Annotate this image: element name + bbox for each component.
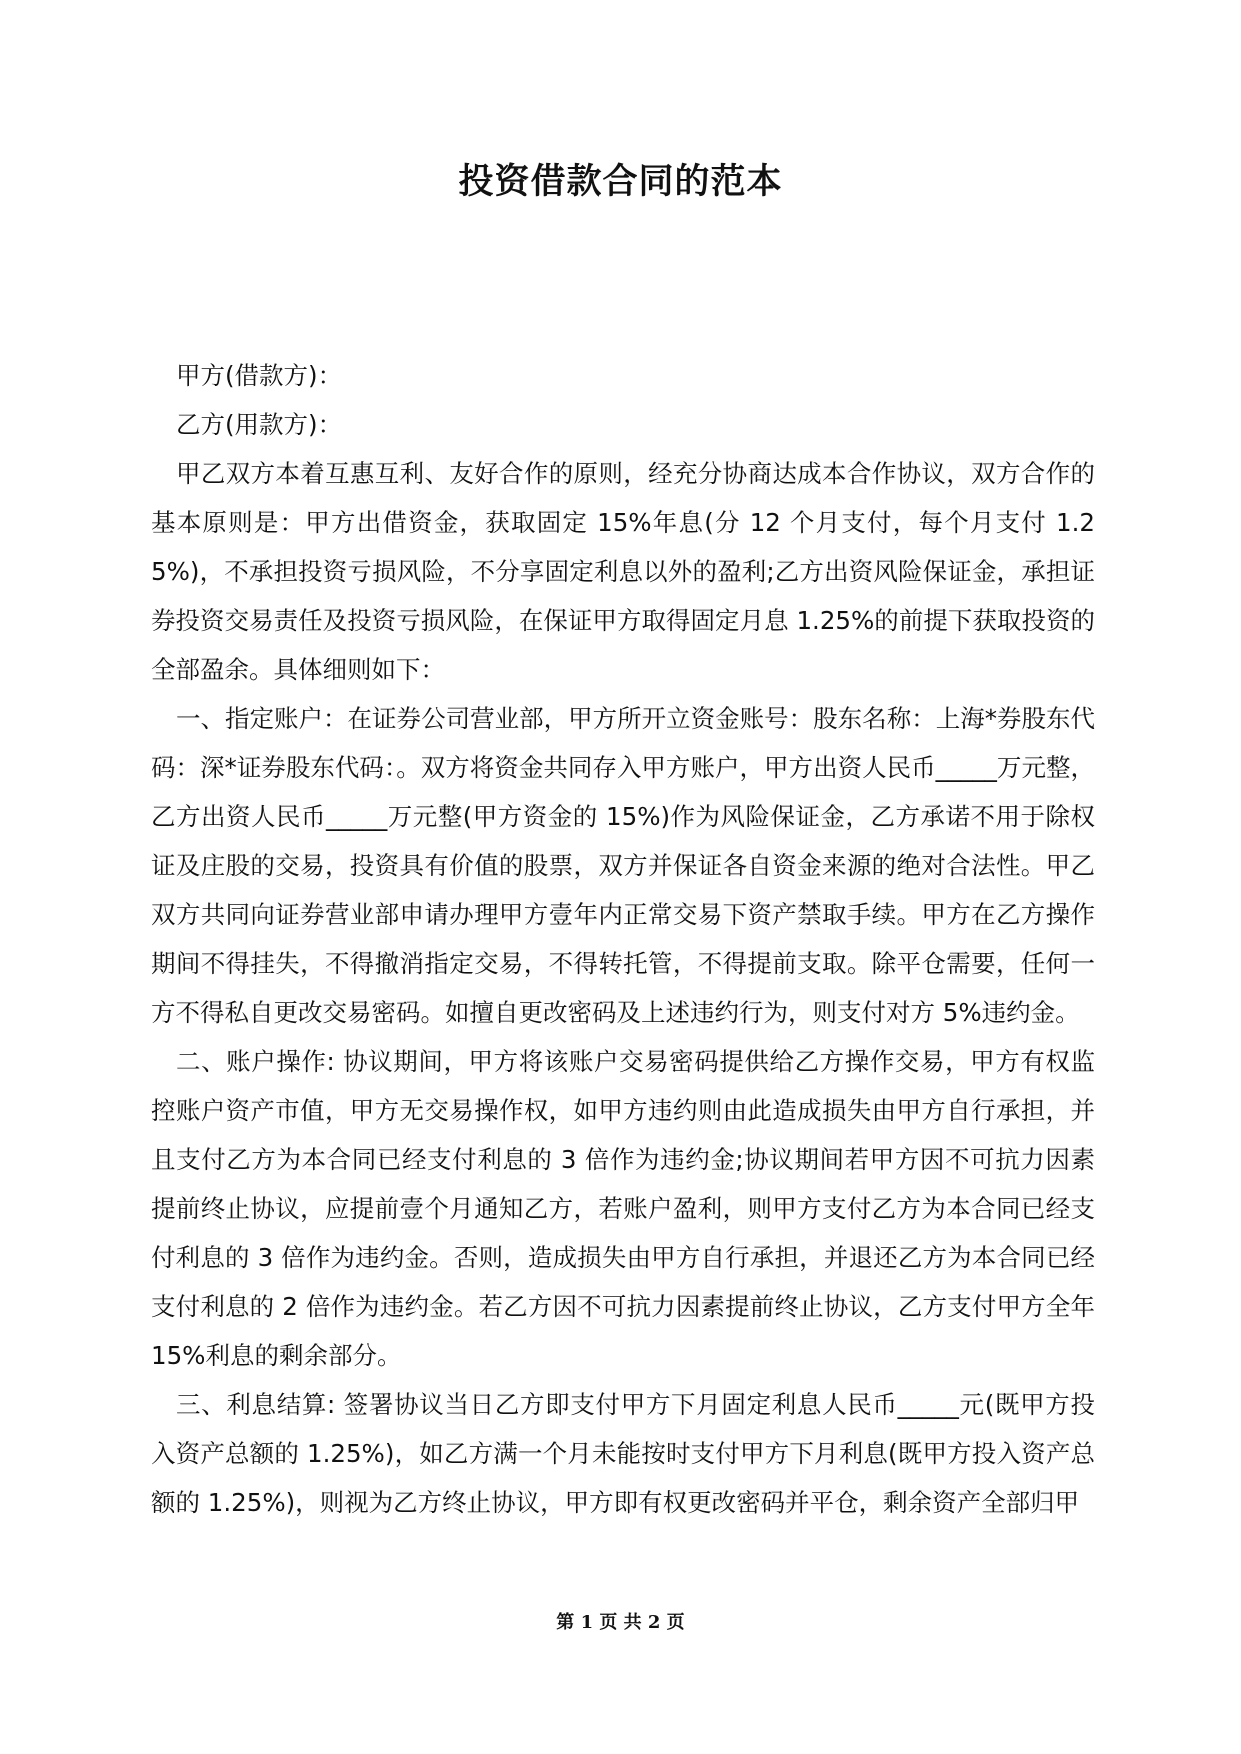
party-a-line: 甲方(借款方)： [176,361,343,390]
clause-3-interest-settlement: 三、利息结算: 签署协议当日乙方即支付甲方下月固定利息人民币_____元(既甲方投入资产总额的 1.25%)，如乙方满一个月未能按时支付甲方下月利息(既甲方投入资产总额的 1.25%)，则视为乙方终止协议，甲方即有权更改密码并平仓，剩余资产全部归甲 [151,1390,1095,1517]
contract-body [151,351,1095,1527]
party-b-line: 乙方(用款方)： [176,410,343,439]
intro-paragraph: 甲乙双方本着互惠互利、友好合作的原则，经充分协商达成本合作协议，双方合作的基本原则是：甲方出借资金，获取固定 15%年息(分 12 个月支付，每个月支付 1.25%)，不承担投资亏损风险，不分享固定利息以外的盈利;乙方出资风险保证金，承担证券投资交易责任及投资亏损风险，在保证甲方取得固定月息 1.25%的前提下获取投资的全部盈余。具体细则如下： [151,459,1095,684]
clause-2-account-operation: 二、账户操作: 协议期间，甲方将该账户交易密码提供给乙方操作交易，甲方有权监控账户资产市值，甲方无交易操作权，如甲方违约则由此造成损失由甲方自行承担，并且支付乙方为本合同已经支付利息的 3 倍作为违约金;协议期间若甲方因不可抗力因素提前终止协议，应提前壹个月通知乙方，若账户盈利，则甲方支付乙方为本合同已经支付利息的 3 倍作为违约金。否则，造成损失由甲方自行承担，并退还乙方为本合同已经支付利息的 2 倍作为违约金。若乙方因不可抗力因素提前终止协议，乙方支付甲方全年 15%利息的剩余部分。 [151,1047,1095,1370]
page-footer: 第 1 页 共 2 页 [556,1612,685,1633]
document-title: 投资借款合同的范本 [458,162,783,202]
clause-1-designated-account: 一、指定账户：在证券公司营业部，甲方所开立资金账号：股东名称：上海*券股东代码：深*证券股东代码：。双方将资金共同存入甲方账户，甲方出资人民币_____万元整，乙方出资人民币_____万元整(甲方资金的 15%)作为风险保证金，乙方承诺不用于除权证及庄股的交易，投资具有价值的股票，双方并保证各自资金来源的绝对合法性。甲乙双方共同向证券营业部申请办理甲方壹年内正常交易下资产禁取手续。甲方在乙方操作期间不得挂失，不得撤消指定交易，不得转托管，不得提前支取。除平仓需要，任何一方不得私自更改交易密码。如擅自更改密码及上述违约行为，则支付对方 5%违约金。 [151,704,1095,1027]
